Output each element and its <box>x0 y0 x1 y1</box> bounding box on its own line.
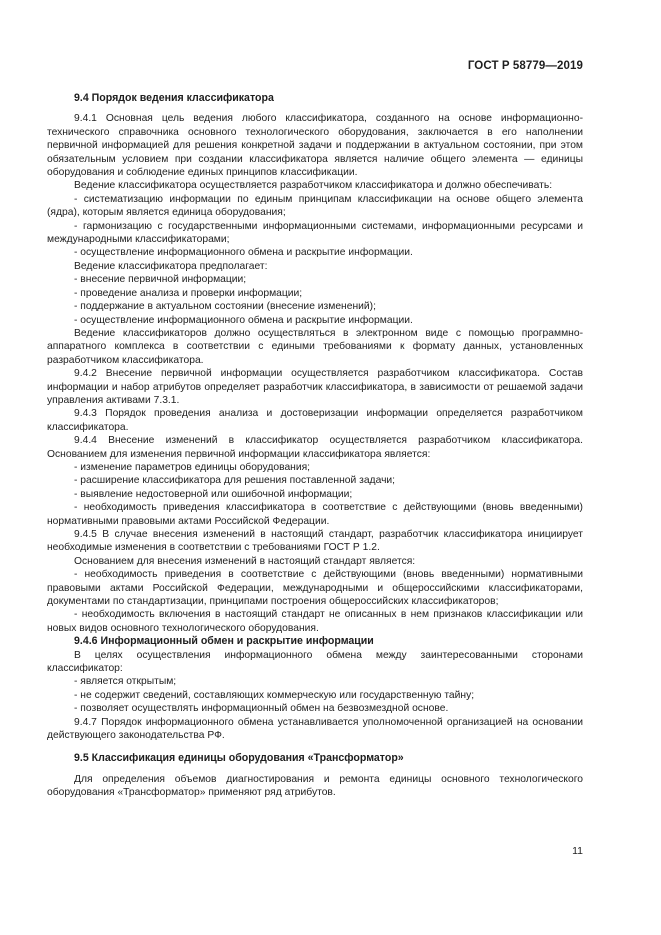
paragraph: Ведение классификаторов должно осуществляться в электронном виде с помощью программно-аппаратного комплекса в соответствии с едиными требованиями к формату данных, установленных разработчиком классификатора. <box>47 327 583 366</box>
paragraph: Для определения объемов диагностирования и ремонта единицы основного технологического оборудования «Трансформатор» применяют ряд атрибутов. <box>47 773 583 799</box>
standard-designation: ГОСТ Р 58779—2019 <box>467 60 583 72</box>
paragraph-9-4-5: 9.4.5 В случае внесения изменений в настоящий стандарт, разработчик классификатора инициирует необходимые изменения в соответствии с требованиями ГОСТ Р 1.2. <box>47 529 583 554</box>
list-item: - расширение классификатора для решения поставленной задачи; <box>74 475 396 487</box>
paragraph-9-4-1: 9.4.1 Основная цель ведения любого классификатора, созданного на основе информационно-технического справочника основного технологического оборудования, заключается в его наполнении первичной информацией для решения конкретной задачи и поддержании в актуальном состоянии, при этом обязательным условием при создании классификатора является наличие общего элемента — единицы оборудования и соблюдение единых принципов классификации. <box>47 113 583 179</box>
paragraph: Ведение классификатора осуществляется разработчиком классификатора и должно обеспечивать: <box>74 180 553 192</box>
list-item: - позволяет осуществлять информационный обмен на безвозмездной основе. <box>74 703 449 715</box>
list-item: - осуществление информационного обмена и раскрытие информации. <box>74 314 413 326</box>
paragraph-9-4-4: 9.4.4 Внесение изменений в классификатор осуществляется разработчиком классификатора. Основанием для изменения первичной информации классификатора является: <box>47 435 583 460</box>
list-item: - необходимость включения в настоящий стандарт не описанных в нем признаков классификации или новых видов основного технологического оборудования. <box>47 609 583 634</box>
list-item: - является открытым; <box>74 676 177 688</box>
paragraph: Основанием для внесения изменений в настоящий стандарт является: <box>74 555 416 567</box>
paragraph: Ведение классификатора предполагает: <box>74 260 268 272</box>
list-item: - необходимость приведения в соответствие с действующими (вновь введенными) нормативными правовыми актами Российской Федерации, международными и общероссийскими классификаторами, документами по стандартизации, принципами построения общероссийских классификаторов; <box>47 569 583 608</box>
list-item: - систематизацию информации по единым принципам классификации на основе общего элемента (ядра), которым является единица оборудования; <box>47 193 583 219</box>
list-item: - не содержит сведений, составляющих коммерческую или государственную тайну; <box>74 689 475 701</box>
paragraph-9-4-2: 9.4.2 Внесение первичной информации осуществляется разработчиком классификатора. Состав информации и набор атрибутов определяет разработчик классификатора, в зависимости от решаемой задачи управления активами 7.3.1. <box>47 368 583 406</box>
list-item: - осуществление информационного обмена и раскрытие информации. <box>74 247 413 259</box>
list-item: - поддержание в актуальном состоянии (внесение изменений); <box>74 301 376 313</box>
list-item: - необходимость приведения классификатора в соответствие с действующими (вновь введенными) нормативными правовыми актами Российской Федерации. <box>47 502 583 527</box>
subsection-heading-9-4-6: 9.4.6 Информационный обмен и раскрытие информации <box>74 635 374 648</box>
list-item: - выявление недостоверной или ошибочной информации; <box>74 488 353 500</box>
paragraph-9-4-3: 9.4.3 Порядок проведения анализа и достоверизации информации определяется разработчиком классификатора. <box>47 408 583 433</box>
list-item: - изменение параметров единицы оборудования; <box>74 461 311 473</box>
list-item: - гармонизацию с государственными информационными системами, информационными ресурсами и международными классификаторами; <box>47 220 583 246</box>
document-body <box>47 92 583 800</box>
page-number: 11 <box>572 845 583 857</box>
paragraph: В целях осуществления информационного обмена между заинтересованными сторонами классификатор: <box>47 649 583 675</box>
section-heading-9-4: 9.4 Порядок ведения классификатора <box>74 92 274 104</box>
list-item: - проведение анализа и проверки информации; <box>74 287 303 299</box>
section-heading-9-5: 9.5 Классификация единицы оборудования «Трансформатор» <box>74 751 404 764</box>
paragraph-9-4-7: 9.4.7 Порядок информационного обмена устанавливается уполномоченной организацией на основании действующего законодательства РФ. <box>47 716 583 742</box>
list-item: - внесение первичной информации; <box>74 274 247 286</box>
